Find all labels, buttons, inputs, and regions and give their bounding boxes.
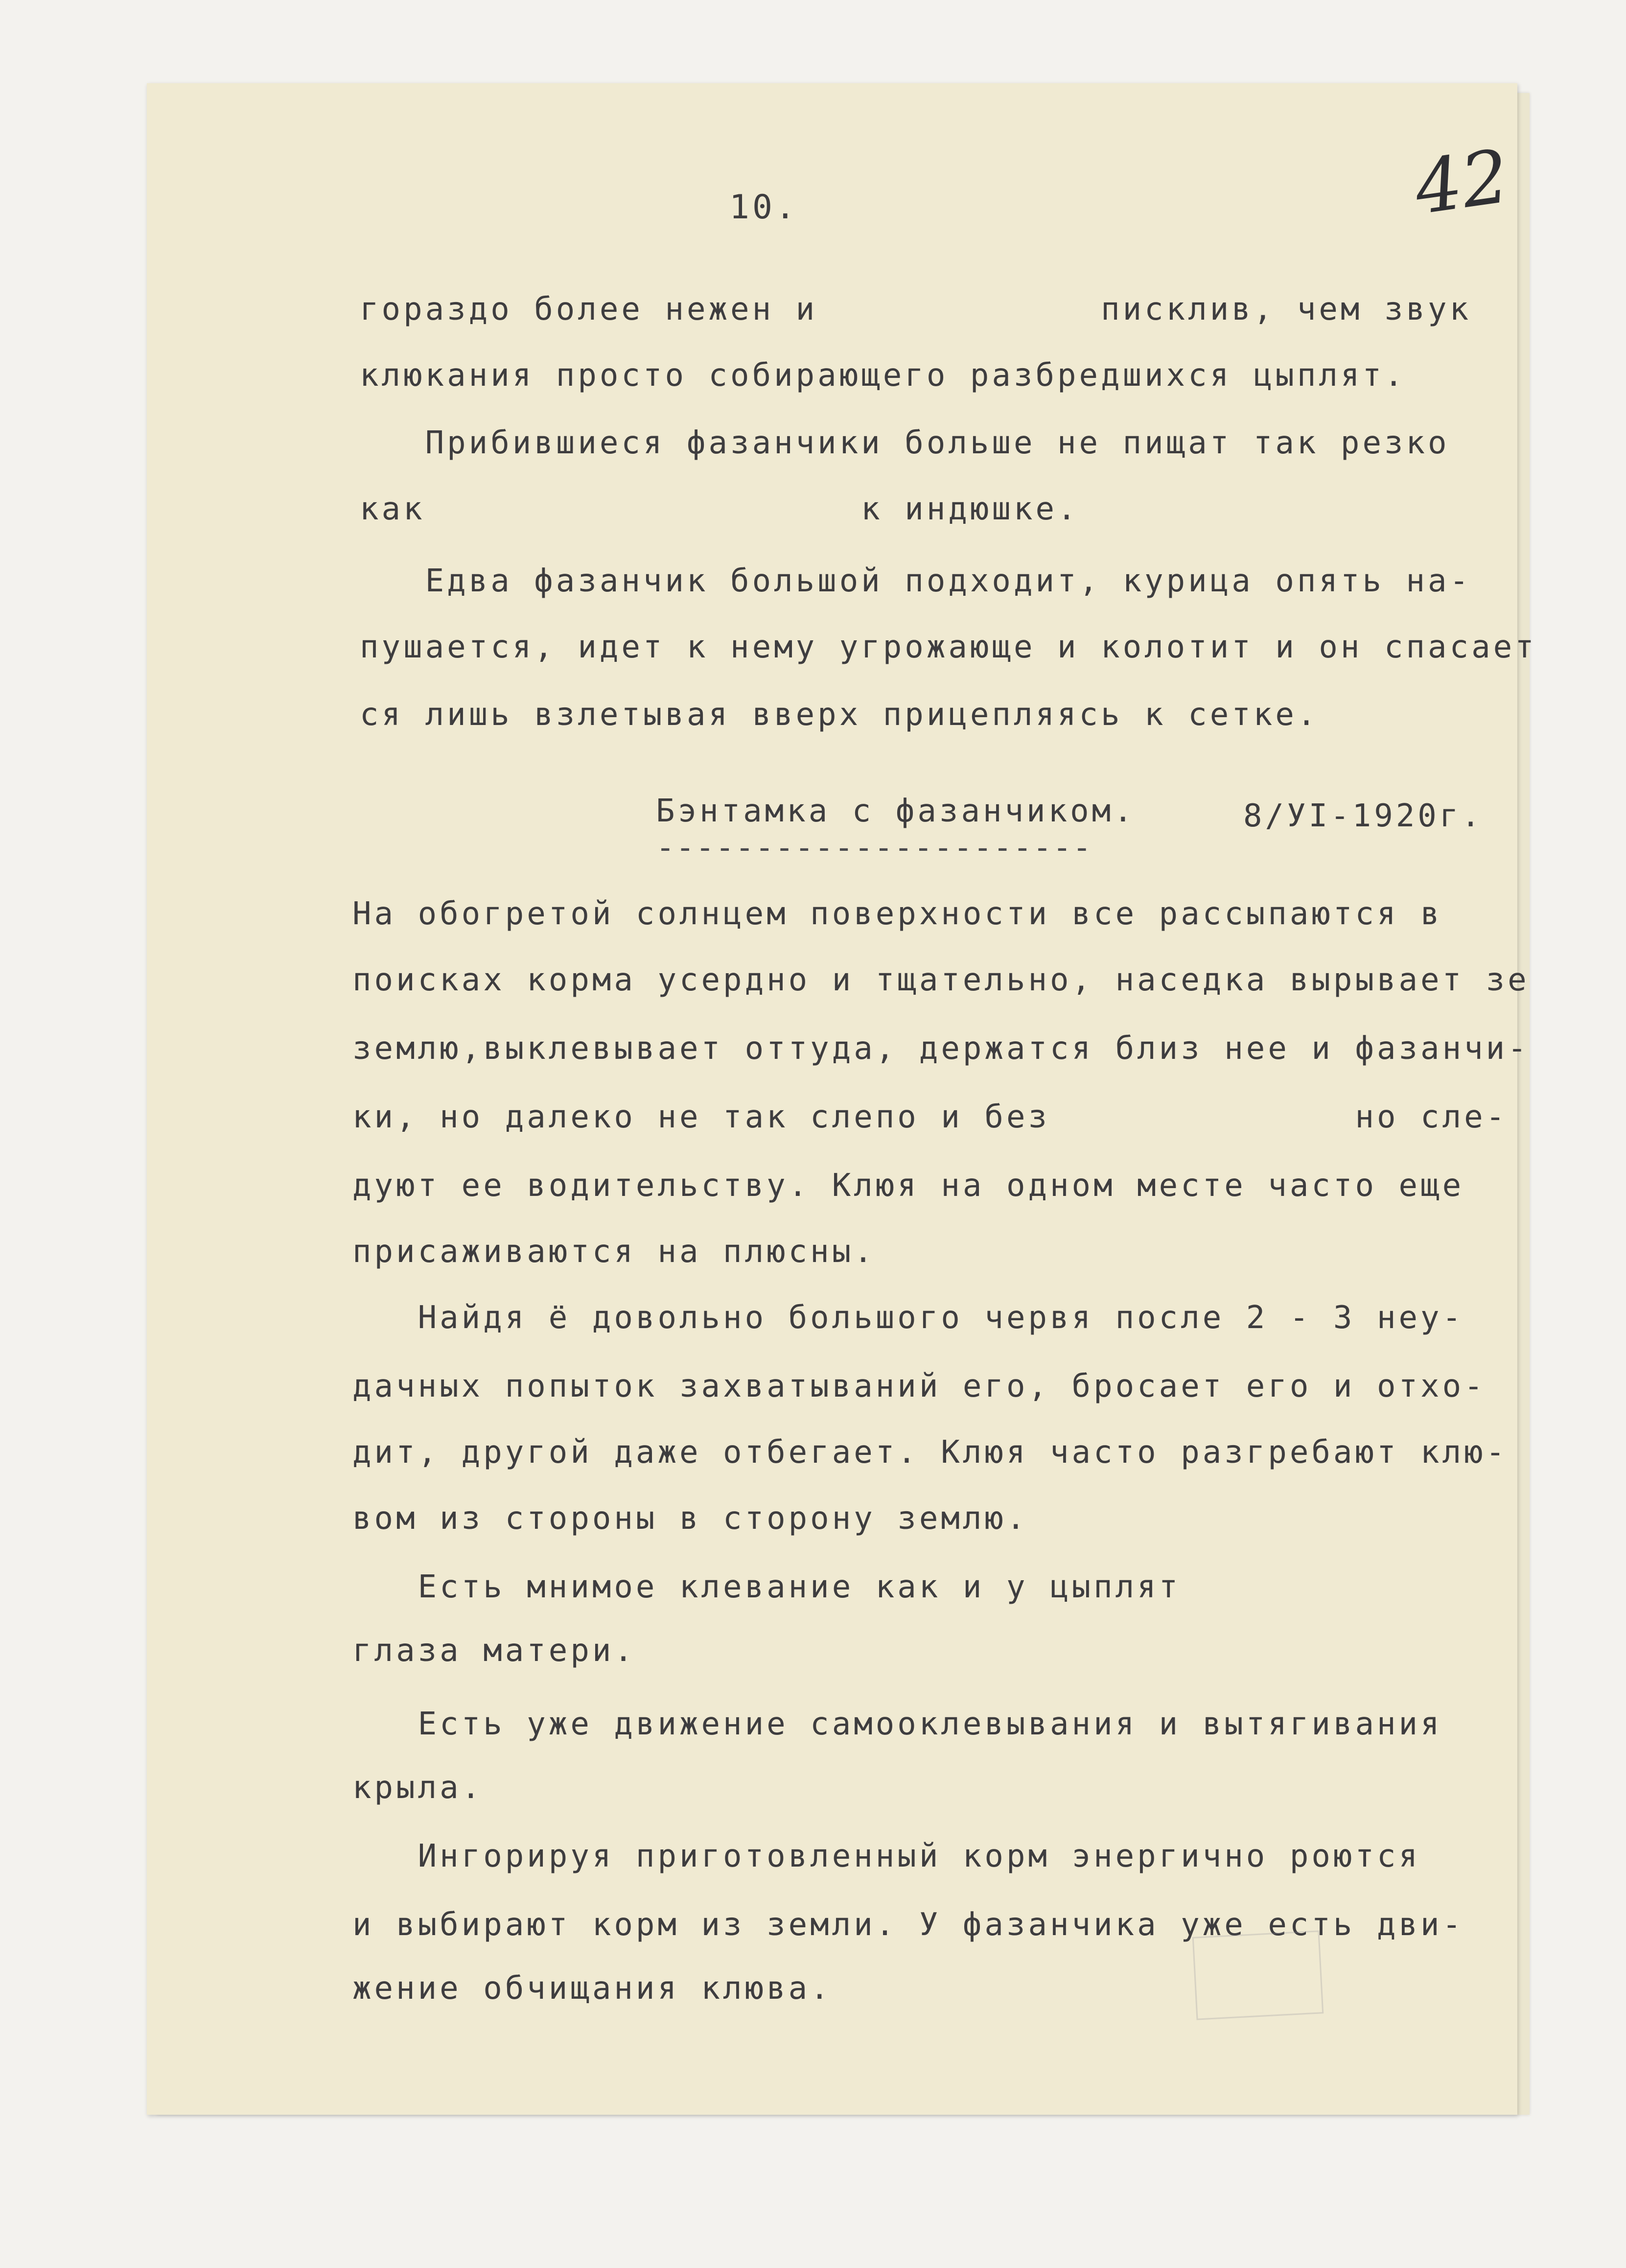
heading-underline: ---------------------- <box>656 830 1092 866</box>
text-line: На обогретой солнцем поверхности все рассыпаются в <box>352 896 1442 932</box>
text-line: Прибившиеся фазанчики больше не пищат так резко <box>360 425 1450 461</box>
text-line: Найдя ё довольно большого червя после 2 - 3 неу- <box>352 1300 1464 1336</box>
text-line: присаживаются на плюсны. <box>352 1234 876 1270</box>
faded-archive-stamp <box>1192 1930 1324 2020</box>
section-date: 8/УI-1920г. <box>1243 798 1483 834</box>
text-line: землю,выклевывает оттуда, держатся близ нее и фазанчи- <box>352 1030 1530 1067</box>
text-line: дит, другой даже отбегает. Клюя часто разгребают клю- <box>352 1434 1508 1471</box>
text-line: клюкания просто собирающего разбредшихся цыплят. <box>360 357 1406 394</box>
archive-folio-number: 42 <box>1410 134 1514 232</box>
page-number: 10. <box>729 188 798 227</box>
text-line: как к индюшке. <box>360 491 1079 527</box>
text-line: гораздо более нежен и писклив, чем звук <box>360 291 1472 327</box>
text-line: Есть уже движение самооклевывания и вытягивания <box>352 1706 1442 1742</box>
text-line: и выбирают корм из земли. У фазанчика уже есть дви- <box>352 1907 1464 1943</box>
section-heading: Бэнтамка с фазанчиком. <box>656 793 1136 829</box>
text-line: жение обчищания клюва. <box>352 1970 832 2007</box>
text-line: дуют ее водительству. Клюя на одном месте часто еще <box>352 1168 1464 1204</box>
text-line: глаза матери. <box>352 1633 636 1669</box>
text-line: вом из стороны в сторону землю. <box>352 1500 1028 1537</box>
text-line: Есть мнимое клевание как и у цыплят <box>352 1569 1181 1605</box>
text-line: ся лишь взлетывая вверх прицепляясь к сетке. <box>360 697 1319 733</box>
text-line: пушается, идет к нему угрожающе и колотит и он спасает <box>360 629 1537 665</box>
text-line: Едва фазанчик большой подходит, курица опять на- <box>360 563 1472 599</box>
text-line: крыла. <box>352 1770 484 1806</box>
text-line: дачных попыток захватываний его, бросает его и отхо- <box>352 1368 1486 1404</box>
text-line: ки, но далеко не так слепо и без но сле- <box>352 1099 1508 1135</box>
text-line: Ингорируя приготовленный корм энергично роются <box>352 1838 1421 1874</box>
text-line: поисках корма усердно и тщательно, наседка вырывает зе <box>352 962 1530 998</box>
